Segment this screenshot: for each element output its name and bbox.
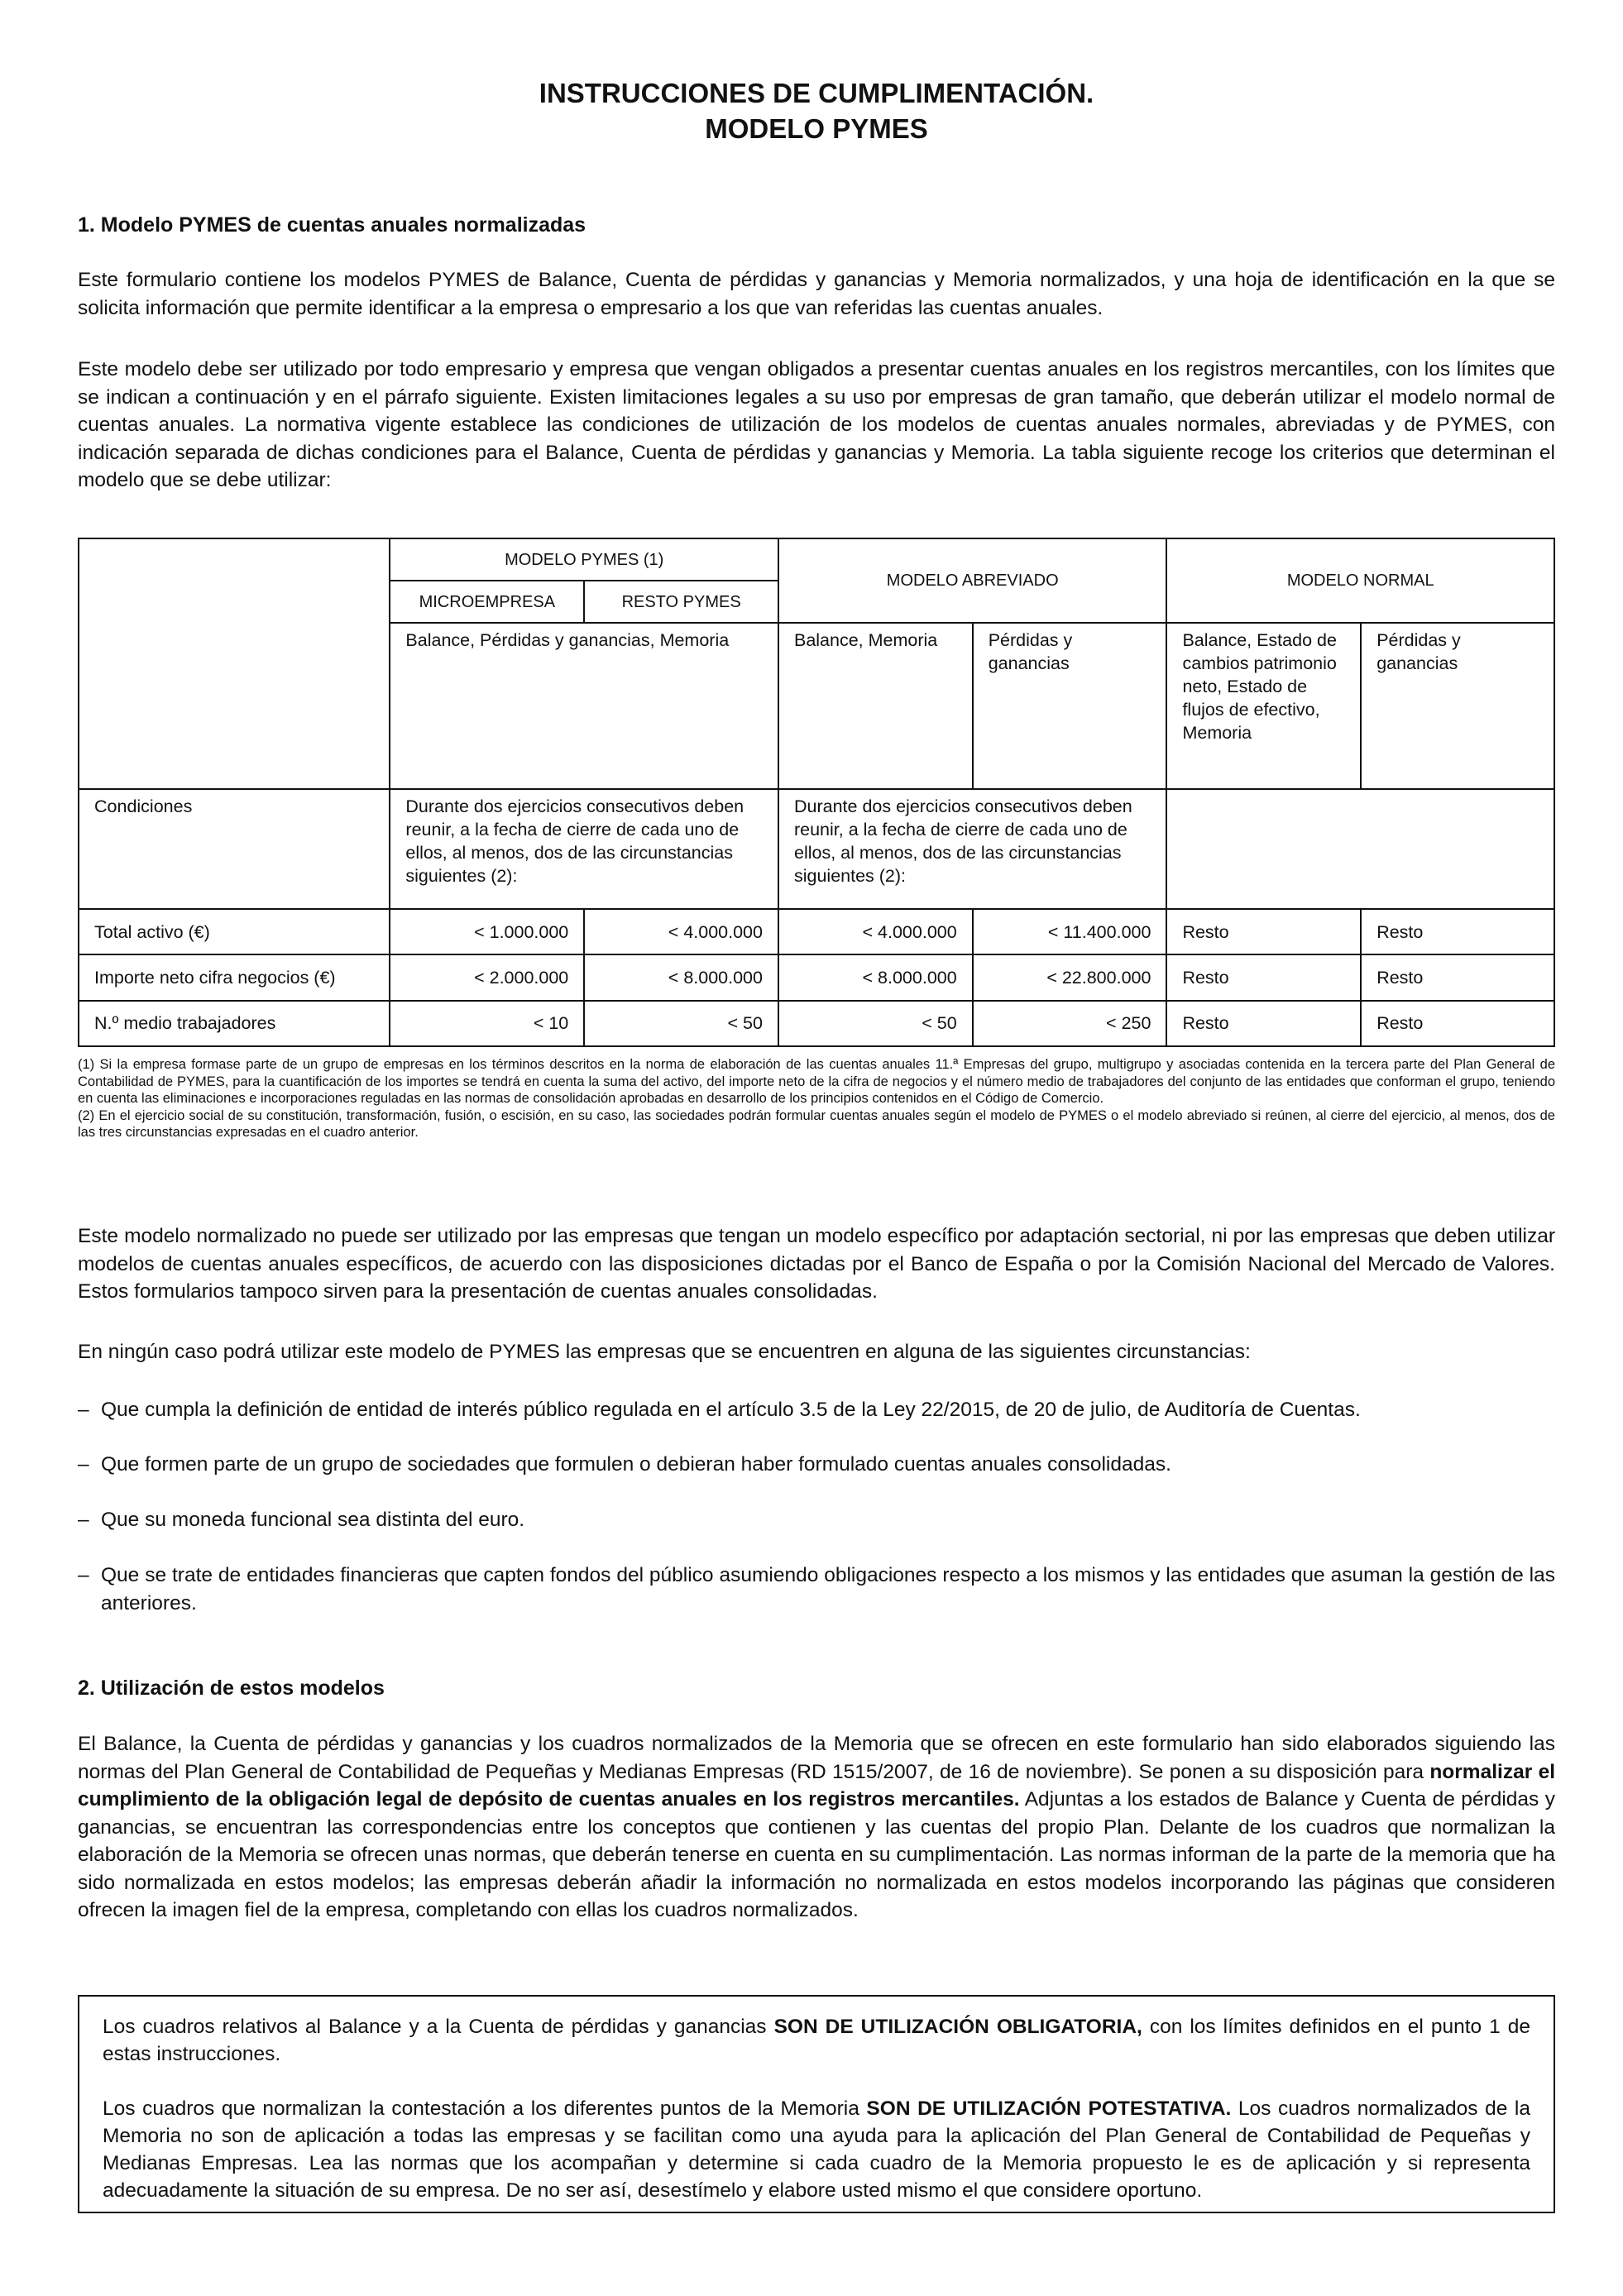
cell-abreviado-1: < 4.000.000 [778, 909, 973, 954]
cell-micro: < 10 [390, 1001, 584, 1046]
cell-abreviado-2: < 250 [973, 1001, 1167, 1046]
footnote-2: (2) En el ejercicio social de su constitución, transformación, fusión, o escisión, en su caso, las sociedades podrán formular cuentas anuales según el modelo de PYMES o el modelo abreviado si reúnen, al cierre del ejercicio, al menos, dos de las tres circunstancias expresadas en el cuadro anterior. [78, 1107, 1555, 1140]
table-corner-cell [79, 538, 390, 789]
list-item [78, 1451, 1555, 1479]
notice-box [78, 1995, 1555, 2213]
section-1-paragraph-4 [78, 1338, 1555, 1366]
notice-paragraph-2 [103, 2095, 1530, 2204]
paragraph-text [78, 1730, 1555, 1925]
cell-normal-2: Resto [1361, 954, 1554, 1000]
header-modelo-abreviado: MODELO ABREVIADO [778, 538, 1166, 623]
cell-micro: < 2.000.000 [390, 954, 584, 1000]
docs-normal-2: Pérdidas y ganancias [1361, 623, 1554, 789]
section-2-heading: 2. Utilización de estos modelos [78, 1677, 385, 1700]
text-run: El Balance, la Cuenta de pérdidas y ganancias y los cuadros normalizados de la Memoria que se ofrecen en este formulario han sido elaborados siguiendo las normas del Plan General de Contabilidad de Pequeñas y Medianas Empresas (RD 1515/2007, de 16 de noviembre). Se ponen a su disposición para [78, 1733, 1555, 1783]
section-1-paragraph-2 [78, 356, 1555, 495]
list-item [78, 1562, 1555, 1617]
text-run-bold: SON DE UTILIZACIÓN OBLIGATORIA, [773, 2016, 1142, 2038]
criteria-table [78, 538, 1555, 1047]
bullet-dash: – [78, 1453, 89, 1476]
bullet-dash: – [78, 1564, 89, 1586]
section-1-paragraph-1 [78, 266, 1555, 322]
text-run-bold: SON DE UTILIZACIÓN POTESTATIVA. [866, 2097, 1232, 2120]
text-run: Los cuadros relativos al Balance y a la Cuenta de pérdidas y ganancias [103, 2016, 774, 2038]
docs-abreviado-2: Pérdidas y ganancias [973, 623, 1167, 789]
header-resto-pymes: RESTO PYMES [584, 581, 778, 623]
paragraph-text: Este modelo normalizado no puede ser utilizado por las empresas que tengan un modelo específico por adaptación sectorial, ni por las empresas que deben utilizar modelos de cuentas anuales específicos, de acuerdo con las disposiciones dictadas por el Banco de España o por la Comisión Nacional del Mercado de Valores. Estos formularios tampoco sirven para la presentación de cuentas anuales consolidadas. [78, 1225, 1555, 1303]
header-modelo-pymes: MODELO PYMES (1) [390, 538, 778, 581]
conditions-label: Condiciones [79, 789, 390, 909]
text-run: Los cuadros que normalizan la contestación a los diferentes puntos de la Memoria [103, 2097, 867, 2120]
docs-pymes: Balance, Pérdidas y ganancias, Memoria [390, 623, 778, 789]
notice-paragraph-1 [103, 2013, 1530, 2068]
paragraph-text: Este modelo debe ser utilizado por todo empresario y empresa que vengan obligados a presentar cuentas anuales en los registros mercantiles, con los límites que se indican a continuación y en el párrafo siguiente. Existen limitaciones legales a su uso por empresas de gran tamaño, que deberán utilizar el modelo normal de cuentas anuales. La normativa vigente establece las condiciones de utilización de los modelos de cuentas anuales normales, abreviadas y de PYMES, con indicación separada de dichas condiciones para el Balance, Cuenta de pérdidas y ganancias y Memoria. La tabla siguiente recoge los criterios que determinan el modelo que se debe utilizar: [78, 358, 1555, 491]
conditions-pymes: Durante dos ejercicios consecutivos deben reunir, a la fecha de cierre de cada uno de ellos, al menos, dos de las circunstancias siguientes (2): [390, 789, 778, 909]
row-label: N.º medio trabajadores [79, 1001, 390, 1046]
cell-normal-2: Resto [1361, 909, 1554, 954]
section-2-paragraph [78, 1730, 1555, 1925]
text-run: Adjuntas a los estados de Balance y Cuenta de pérdidas y ganancias, se encuentran las correspondencias entre los conceptos que contienen y las cuentas del propio Plan. Delante de los cuadros que normalizan la elaboración de la Memoria se ofrecen unas normas, que deberán tenerse en cuenta en su cumplimentación. Las normas informan de la parte de la memoria que ha sido normalizada en estos modelos; las empresas deberán añadir la información no normalizada en estos modelos incorporando las páginas que consideren ofrecen la imagen fiel de la empresa, completando con ellas los cuadros normalizados. [78, 1788, 1555, 1921]
docs-normal-1: Balance, Estado de cambios patrimonio neto, Estado de flujos de efectivo, Memoria [1166, 623, 1361, 789]
text-run-bold: normalizar el cumplimiento de la obligación legal de depósito de cuentas anuales en los registros mercantiles. [78, 1760, 1555, 1810]
cell-abreviado-2: < 11.400.000 [973, 909, 1167, 954]
table-footnotes [78, 1056, 1555, 1141]
cell-abreviado-1: < 8.000.000 [778, 954, 973, 1000]
docs-abreviado-1: Balance, Memoria [778, 623, 973, 789]
list-item [78, 1506, 1555, 1534]
cell-resto: < 50 [584, 1001, 778, 1046]
bullet-text: Que cumpla la definición de entidad de interés público regulada en el artículo 3.5 de la Ley 22/2015, de 20 de julio, de Auditoría de Cuentas. [101, 1399, 1361, 1421]
bullet-dash: – [78, 1399, 89, 1421]
text-run: con los límites definidos en el punto 1 de estas instrucciones. [103, 2016, 1530, 2065]
cell-abreviado-2: < 22.800.000 [973, 954, 1167, 1000]
row-label: Importe neto cifra negocios (€) [79, 954, 390, 1000]
cell-normal-1: Resto [1166, 909, 1361, 954]
paragraph-text: En ningún caso podrá utilizar este modelo de PYMES las empresas que se encuentren en alguna de las siguientes circunstancias: [78, 1341, 1251, 1363]
document-title [78, 75, 1555, 146]
paragraph-text: Este formulario contiene los modelos PYMES de Balance, Cuenta de pérdidas y ganancias y Memoria normalizados, y una hoja de identificación en la que se solicita información que permite identificar a la empresa o empresario a los que van referidas las cuentas anuales. [78, 269, 1555, 319]
table-row [79, 909, 1554, 954]
title-line-1: INSTRUCCIONES DE CUMPLIMENTACIÓN. [539, 78, 1094, 108]
cell-normal-2: Resto [1361, 1001, 1554, 1046]
bullet-text: Que formen parte de un grupo de sociedades que formulen o debieran haber formulado cuentas anuales consolidadas. [101, 1453, 1171, 1476]
cell-normal-1: Resto [1166, 954, 1361, 1000]
bullet-text: Que se trate de entidades financieras que capten fondos del público asumiendo obligaciones respecto a los mismos y las entidades que asuman la gestión de las anteriores. [101, 1564, 1555, 1614]
cell-micro: < 1.000.000 [390, 909, 584, 954]
section-1-heading: 1. Modelo PYMES de cuentas anuales normalizadas [78, 213, 586, 237]
row-label: Total activo (€) [79, 909, 390, 954]
cell-resto: < 4.000.000 [584, 909, 778, 954]
header-microempresa: MICROEMPRESA [390, 581, 584, 623]
section-1-paragraph-3 [78, 1222, 1555, 1306]
footnote-1: (1) Si la empresa formase parte de un grupo de empresas en los términos descritos en la norma de elaboración de las cuentas anuales 11.ª Empresas del grupo, multigrupo y asociadas contenida en la tercera parte del Plan General de Contabilidad de PYMES, para la cuantificación de los importes se tendrá en cuenta la suma del activo, del importe neto de la cifra de negocios y el número medio de trabajadores del conjunto de las entidades que conforman el grupo, teniendo en cuenta las eliminaciones e incorporaciones reguladas en las normas de consolidación aprobadas en desarrollo de los principios contenidos en el Código de Comercio. [78, 1057, 1555, 1106]
cell-abreviado-1: < 50 [778, 1001, 973, 1046]
text-run: Los cuadros normalizados de la Memoria no son de aplicación a todas las empresas y se facilitan como una ayuda para la aplicación del Plan General de Contabilidad de Pequeñas y Medianas Empresas. Lea las normas que los acompañan y determine si cada cuadro de la Memoria propuesto le es de aplicación y si representa adecuadamente la situación de su empresa. De no ser así, desestímelo y elabore usted mismo el que considere oportuno. [103, 2097, 1530, 2202]
conditions-normal [1166, 789, 1554, 909]
table-row [79, 954, 1554, 1000]
table-row [79, 1001, 1554, 1046]
title-line-2: MODELO PYMES [705, 113, 928, 144]
cell-normal-1: Resto [1166, 1001, 1361, 1046]
conditions-abreviado: Durante dos ejercicios consecutivos deben reunir, a la fecha de cierre de cada uno de ellos, al menos, dos de las circunstancias siguientes (2): [778, 789, 1166, 909]
cell-resto: < 8.000.000 [584, 954, 778, 1000]
bullet-text: Que su moneda funcional sea distinta del euro. [101, 1509, 525, 1531]
bullet-dash: – [78, 1509, 89, 1531]
list-item [78, 1396, 1555, 1424]
header-modelo-normal: MODELO NORMAL [1166, 538, 1554, 623]
